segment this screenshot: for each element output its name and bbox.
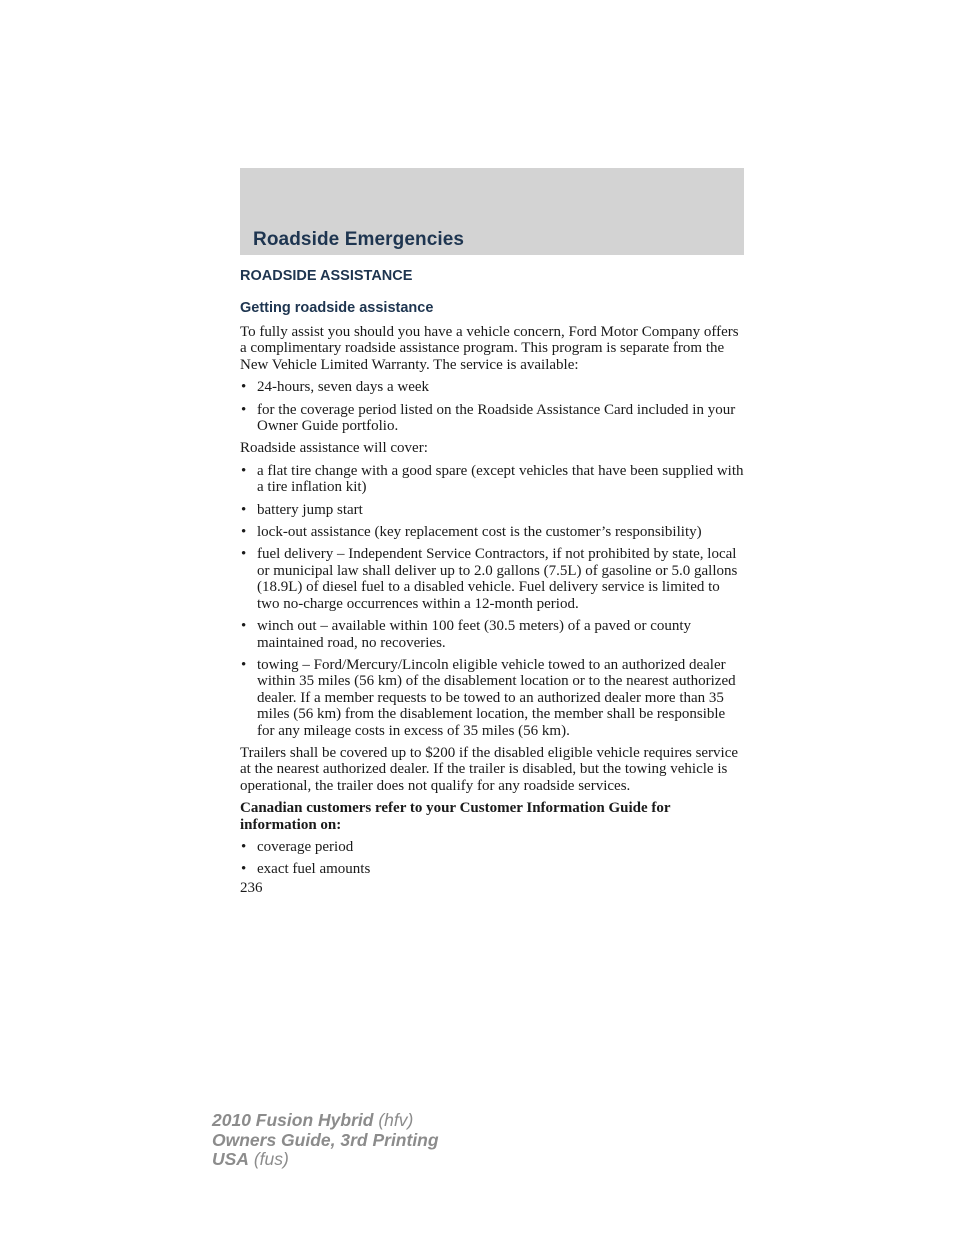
bullet-icon: • <box>241 379 247 396</box>
footer-guide-line <box>212 1131 439 1151</box>
bullet-icon: • <box>241 656 247 673</box>
intro-paragraph: To fully assist you should you have a vehicle concern, Ford Motor Company offers a complimentary roadside assistance program. This program is separate from the New Vehicle Limited Warranty. The service is available: <box>240 324 739 373</box>
bullet-icon: • <box>241 618 247 635</box>
bullet-icon: • <box>241 401 247 418</box>
list-item: • towing – Ford/Mercury/Lincoln eligible vehicle towed to an authorized dealer within 35 miles (56 km) of the disablement location or to the nearest authorized dealer. If a member requests to be towed to an authorized dealer more than 35 miles (56 km) from the disablement location, the member shall be responsible for any mileage costs in excess of 35 miles (56 km). <box>241 656 736 739</box>
page-number: 236 <box>240 879 263 896</box>
page-subheading: Getting roadside assistance <box>240 300 434 316</box>
list-item: • for the coverage period listed on the Roadside Assistance Card included in your Owner Guide portfolio. <box>241 401 736 435</box>
section-header-band <box>240 168 744 255</box>
footer-model-code: (hfv) <box>378 1110 414 1130</box>
canadian-note: Canadian customers refer to your Customer Information Guide for information on: <box>240 800 671 833</box>
list-item: • exact fuel amounts <box>241 861 371 878</box>
coverage-list <box>240 463 746 739</box>
bullet-icon: • <box>241 501 247 518</box>
page-content <box>240 266 746 896</box>
list-item: • battery jump start <box>241 501 363 518</box>
list-item: • lock-out assistance (key replacement cost is the customer’s responsibility) <box>241 524 702 541</box>
canadian-list <box>240 839 746 878</box>
bullet-icon: • <box>241 861 247 878</box>
page-heading: ROADSIDE ASSISTANCE <box>240 268 413 284</box>
footer-market-code: (fus) <box>253 1149 289 1169</box>
footer-model-line <box>212 1111 439 1131</box>
cover-intro-paragraph: Roadside assistance will cover: <box>240 440 428 457</box>
availability-list <box>240 379 746 434</box>
bullet-icon: • <box>241 838 247 855</box>
list-item: • a flat tire change with a good spare (except vehicles that have been supplied with a tire inflation kit) <box>241 462 744 496</box>
list-item: • 24-hours, seven days a week <box>241 379 430 396</box>
footer-market: USA <box>212 1149 249 1169</box>
document-footer <box>212 1111 439 1170</box>
trailers-paragraph: Trailers shall be covered up to $200 if the disabled eligible vehicle requires service at the nearest authorized dealer. If the trailer is disabled, but the towing vehicle is operational, the trailer does not qualify for any roadside services. <box>240 744 739 794</box>
footer-guide: Owners Guide, 3rd Printing <box>212 1129 439 1150</box>
footer-model: 2010 Fusion Hybrid <box>212 1110 374 1130</box>
list-item: • fuel delivery – Independent Service Contractors, if not prohibited by state, local or municipal law shall deliver up to 2.0 gallons (7.5L) of gasoline or 5.0 gallons (18.9L) of diesel fuel to a disabled vehicle. Fuel delivery service is limited to two no-charge occurrences within a 12-month period. <box>241 546 738 612</box>
bullet-icon: • <box>241 524 247 541</box>
footer-market-line <box>212 1150 439 1170</box>
section-title: Roadside Emergencies <box>253 229 465 250</box>
list-item: • winch out – available within 100 feet (30.5 meters) of a paved or county maintained road, no recoveries. <box>241 618 692 651</box>
list-item: • coverage period <box>241 838 354 855</box>
bullet-icon: • <box>241 462 247 479</box>
bullet-icon: • <box>241 546 247 563</box>
